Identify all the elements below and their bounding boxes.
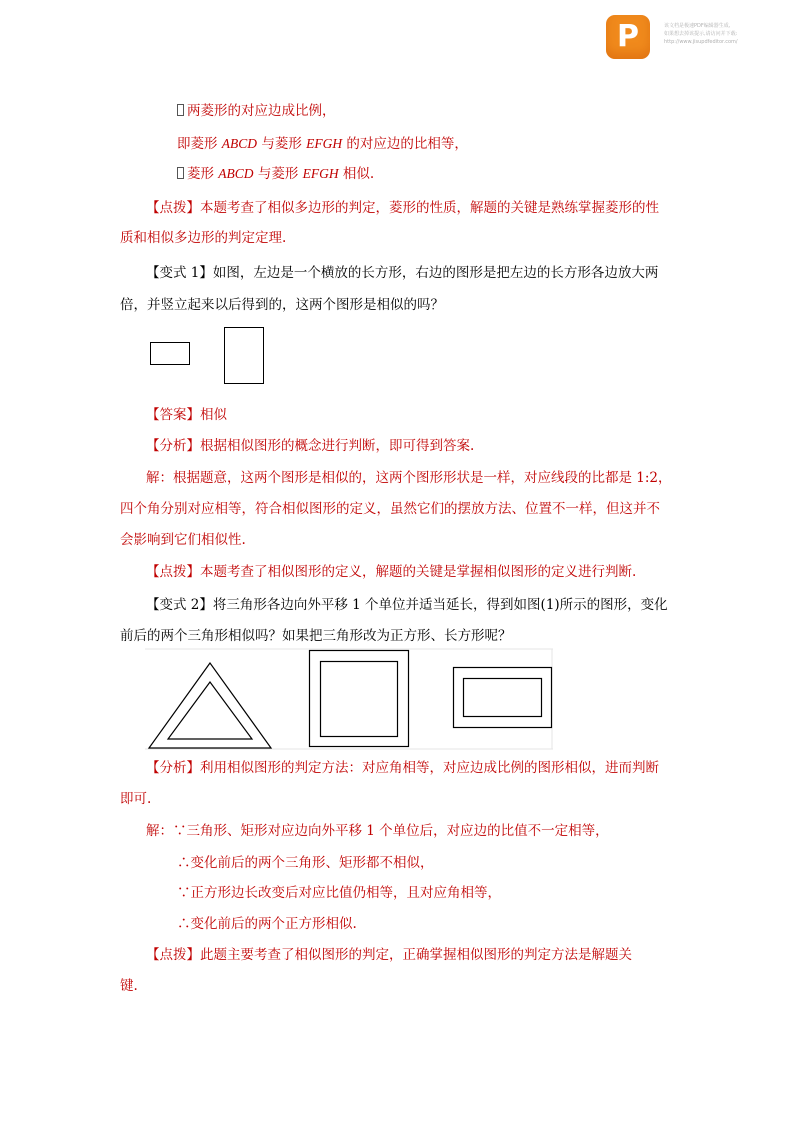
solution-2-line-1: 解：∵三角形、矩形对应边向外平移 1 个单位后，对应边的比值不一定相等， <box>146 823 609 839</box>
solution-1-line-3: 会影响到它们相似性. <box>120 532 246 548</box>
variant-1-line-2: 倍，并竖立起来以后得到的，这两个图形是相似的吗？ <box>120 297 444 313</box>
answer-1: 【答案】相似 <box>146 407 227 423</box>
variant-2-line-1: 【变式 2】将三角形各边向外平移 1 个单位并适当延长，得到如图(1)所示的图形，变化 <box>146 597 668 613</box>
variant-2-line-2: 前后的两个三角形相似吗？如果把三角形改为正方形、长方形呢？ <box>120 628 512 644</box>
solution-2-line-4: ∴变化前后的两个正方形相似. <box>177 916 357 932</box>
analysis-label: 【分析】 <box>146 760 200 776</box>
solution-2-line-3: ∵正方形边长改变后对应比值仍相等，且对应角相等， <box>177 885 501 901</box>
tip-3-line-2: 键. <box>120 978 138 994</box>
tip-label: 【点拨】 <box>146 564 200 580</box>
logo-letter: P <box>617 19 639 54</box>
analysis-2-line-2: 即可. <box>120 791 152 807</box>
proof-line-3: 菱形 ABCD 与菱形 EFGH 相似. <box>177 166 374 182</box>
solution-2-line-2: ∴变化前后的两个三角形、矩形都不相似， <box>177 855 434 871</box>
inner-triangle <box>168 682 252 739</box>
pdf-editor-logo <box>606 15 650 59</box>
horizontal-rectangle <box>151 343 190 365</box>
analysis-label: 【分析】 <box>146 438 200 454</box>
notice-line: http://www.jisupdfeditor.com/ <box>664 39 738 45</box>
solution-1-line-2: 四个角分别对应相等，符合相似图形的定义，虽然它们的摆放方法、位置不一样，但这并不 <box>120 501 660 517</box>
solution-1-line-1: 解：根据题意，这两个图形是相似的，这两个图形形状是一样，对应线段的比都是 1:2， <box>146 470 672 486</box>
tip-label: 【点拨】 <box>146 200 200 216</box>
proof-line-2: 即菱形 ABCD 与菱形 EFGH 的对应边的比相等， <box>177 136 468 152</box>
variant-label: 【变式 1】 <box>146 265 213 281</box>
answer-label: 【答案】 <box>146 407 200 423</box>
rectangles-figure <box>140 320 280 390</box>
nested-shapes-figure <box>145 645 555 753</box>
therefore-placeholder-icon <box>177 167 184 179</box>
analysis-2-line-1: 【分析】利用相似图形的判定方法：对应角相等，对应边成比例的图形相似，进而判断 <box>146 760 659 776</box>
tip-label: 【点拨】 <box>146 947 200 963</box>
inner-rectangle <box>464 679 542 717</box>
watermark-notice <box>664 22 738 46</box>
tip-3-line-1: 【点拨】此题主要考查了相似图形的判定，正确掌握相似图形的判定方法是解题关 <box>146 947 632 963</box>
tip-1-line-1: 【点拨】本题考查了相似多边形的判定，菱形的性质，解题的关键是熟练掌握菱形的性 <box>146 200 659 216</box>
notice-line: 该文档是极速PDF编辑器生成, <box>664 23 731 29</box>
therefore-placeholder-icon <box>177 104 184 116</box>
variant-1-line-1: 【变式 1】如图，左边是一个横放的长方形，右边的图形是把左边的长方形各边放大两 <box>146 265 659 281</box>
outer-square <box>310 651 409 747</box>
outer-triangle <box>149 663 271 748</box>
variant-label: 【变式 2】 <box>146 597 213 613</box>
analysis-1: 【分析】根据相似图形的概念进行判断，即可得到答案. <box>146 438 475 454</box>
notice-line: 如果想去掉该提示,请访问并下载: <box>664 31 738 37</box>
tip-2: 【点拨】本题考查了相似图形的定义，解题的关键是掌握相似图形的定义进行判断. <box>146 564 637 580</box>
proof-line-1: 两菱形的对应边成比例， <box>177 103 336 119</box>
vertical-rectangle <box>225 328 264 384</box>
outer-rectangle <box>454 668 552 728</box>
inner-square <box>321 662 398 737</box>
tip-1-line-2: 质和相似多边形的判定定理. <box>120 230 287 246</box>
